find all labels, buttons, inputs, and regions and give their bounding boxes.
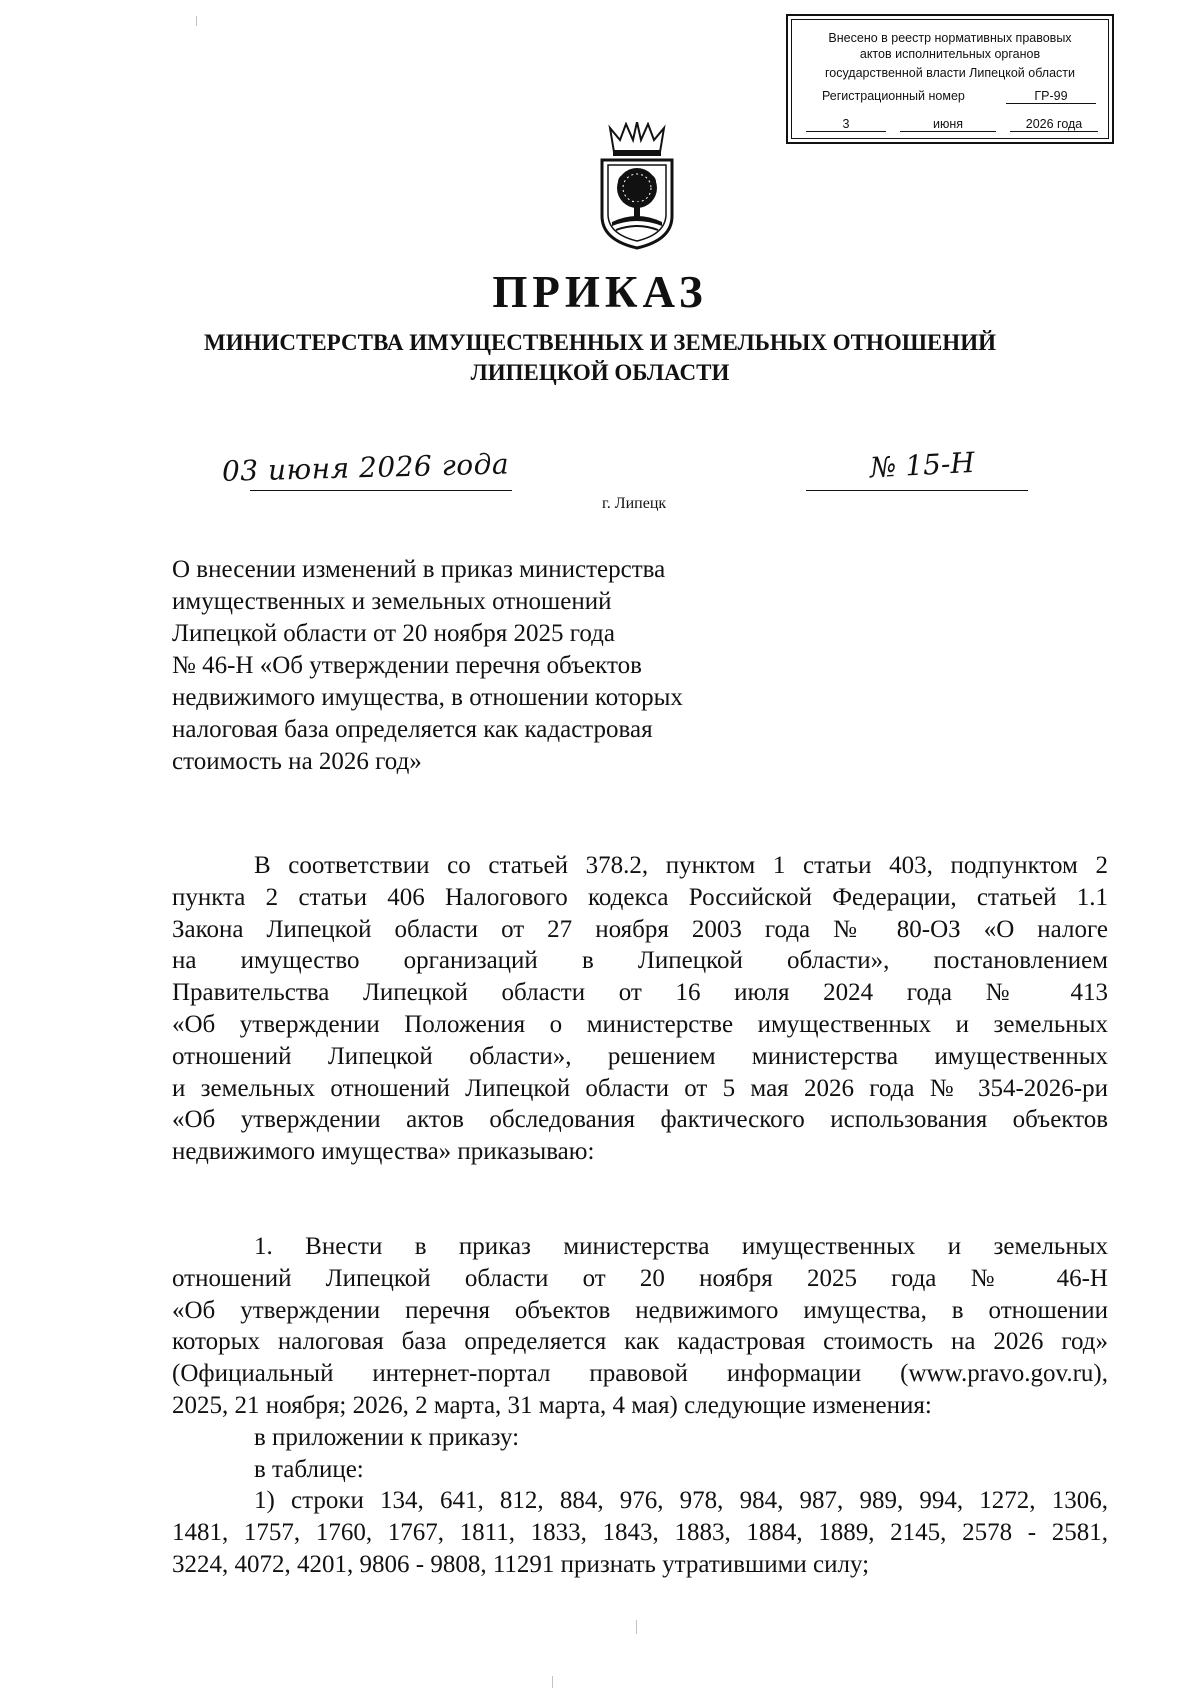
ministry-line-1: МИНИСТЕРСТВА ИМУЩЕСТВЕННЫХ И ЗЕМЕЛЬНЫХ ОТНОШЕНИЙ [204, 330, 996, 355]
ministry-name [0, 328, 1200, 388]
stamp-day: 3 [806, 117, 886, 132]
stamp-year: 2026 года [1010, 117, 1098, 132]
preamble-line: «Об утверждении актов обследования фактического использования объектов [172, 1106, 1108, 1134]
preamble-line: пункта 2 статьи 406 Налогового кодекса Российской Федерации, статьей 1.1 [172, 883, 1108, 911]
item-line: 1. Внести в приказ министерства имущественных и земельных [254, 1233, 1108, 1260]
lipetsk-coat-of-arms-icon [596, 122, 678, 250]
preamble-line: Правительства Липецкой области от 16 июля 2024 года № 413 [172, 979, 1108, 1007]
item-line: 1) строки 134, 641, 812, 884, 976, 978, 984, 987, 989, 994, 1272, 1306, [254, 1487, 1108, 1515]
handwritten-number: № 15-Н [869, 445, 976, 485]
item-line: (Официальный интернет-портал правовой информации (www.pravo.gov.ru), [172, 1360, 1108, 1388]
subject-line: № 46-Н «Об утверждении перечня объектов [172, 652, 642, 679]
subject-block [172, 554, 772, 778]
stamp-line-3: государственной власти Липецкой области [824, 66, 1076, 80]
stamp-line-1: Внесено в реестр нормативных правовых [828, 31, 1072, 45]
item-line: «Об утверждении перечня объектов недвижимого имущества, в отношении [172, 1296, 1108, 1324]
registry-stamp [786, 14, 1114, 144]
handwritten-date: 03 июня 2026 года [221, 447, 510, 488]
stamp-line-2: актов исполнительных органов [859, 47, 1041, 61]
city: г. Липецк [602, 495, 667, 512]
item-line: 2025, 21 ноября; 2026, 2 марта, 31 марта, 4 мая) следующие изменения: [172, 1391, 932, 1419]
preamble-line: Закона Липецкой области от 27 ноября 2003 года № 80-ОЗ «О налоге [172, 915, 1108, 943]
preamble-line: и земельных отношений Липецкой области от 5 мая 2026 года № 354-2026-ри [172, 1074, 1108, 1102]
item-line: отношений Липецкой области от 20 ноября 2025 года № 46-Н [172, 1264, 1108, 1292]
stamp-reg-label: Регистрационный номер [822, 89, 965, 103]
scan-speck [552, 1676, 553, 1688]
stamp-reg-number: ГР-99 [1006, 89, 1096, 104]
item-1-paragraph [172, 1231, 1108, 1581]
preamble-line: В соответствии со статьей 378.2, пунктом 1 статьи 403, подпунктом 2 [254, 852, 1108, 879]
subject-line: недвижимого имущества, в отношении которых [172, 684, 683, 711]
subject-line: стоимость на 2026 год» [172, 748, 422, 775]
scan-speck [196, 16, 197, 26]
scan-speck [636, 1620, 637, 1634]
document-title: ПРИКАЗ [492, 267, 708, 317]
subject-line: имущественных и земельных отношений [172, 588, 612, 615]
stamp-month: июня [900, 117, 996, 132]
item-line: которых налоговая база определяется как кадастровая стоимость на 2026 год» [172, 1328, 1108, 1356]
subject-line: О внесении изменений в приказ министерства [172, 556, 666, 583]
subject-line: Липецкой области от 20 ноября 2025 года [172, 620, 615, 647]
item-line: в приложении к приказу: [254, 1423, 520, 1451]
date-underline [250, 490, 512, 491]
preamble-line: «Об утверждении Положения о министерстве имущественных и земельных [172, 1010, 1108, 1038]
ministry-line-2: ЛИПЕЦКОЙ ОБЛАСТИ [470, 360, 730, 385]
item-line: в таблице: [254, 1455, 364, 1483]
preamble-line: на имущество организаций в Липецкой области», постановлением [172, 947, 1108, 975]
preamble-line: недвижимого имущества» приказываю: [172, 1138, 595, 1166]
number-underline [806, 490, 1028, 491]
item-line: 1481, 1757, 1760, 1767, 1811, 1833, 1843, 1883, 1884, 1889, 2145, 2578 - 2581, [172, 1519, 1108, 1547]
subject-line: налоговая база определяется как кадастровая [172, 716, 653, 743]
preamble-paragraph [172, 850, 1108, 1168]
item-line: 3224, 4072, 4201, 9806 - 9808, 11291 признать утратившими силу; [172, 1550, 870, 1578]
preamble-line: отношений Липецкой области», решением министерства имущественных [172, 1042, 1108, 1070]
